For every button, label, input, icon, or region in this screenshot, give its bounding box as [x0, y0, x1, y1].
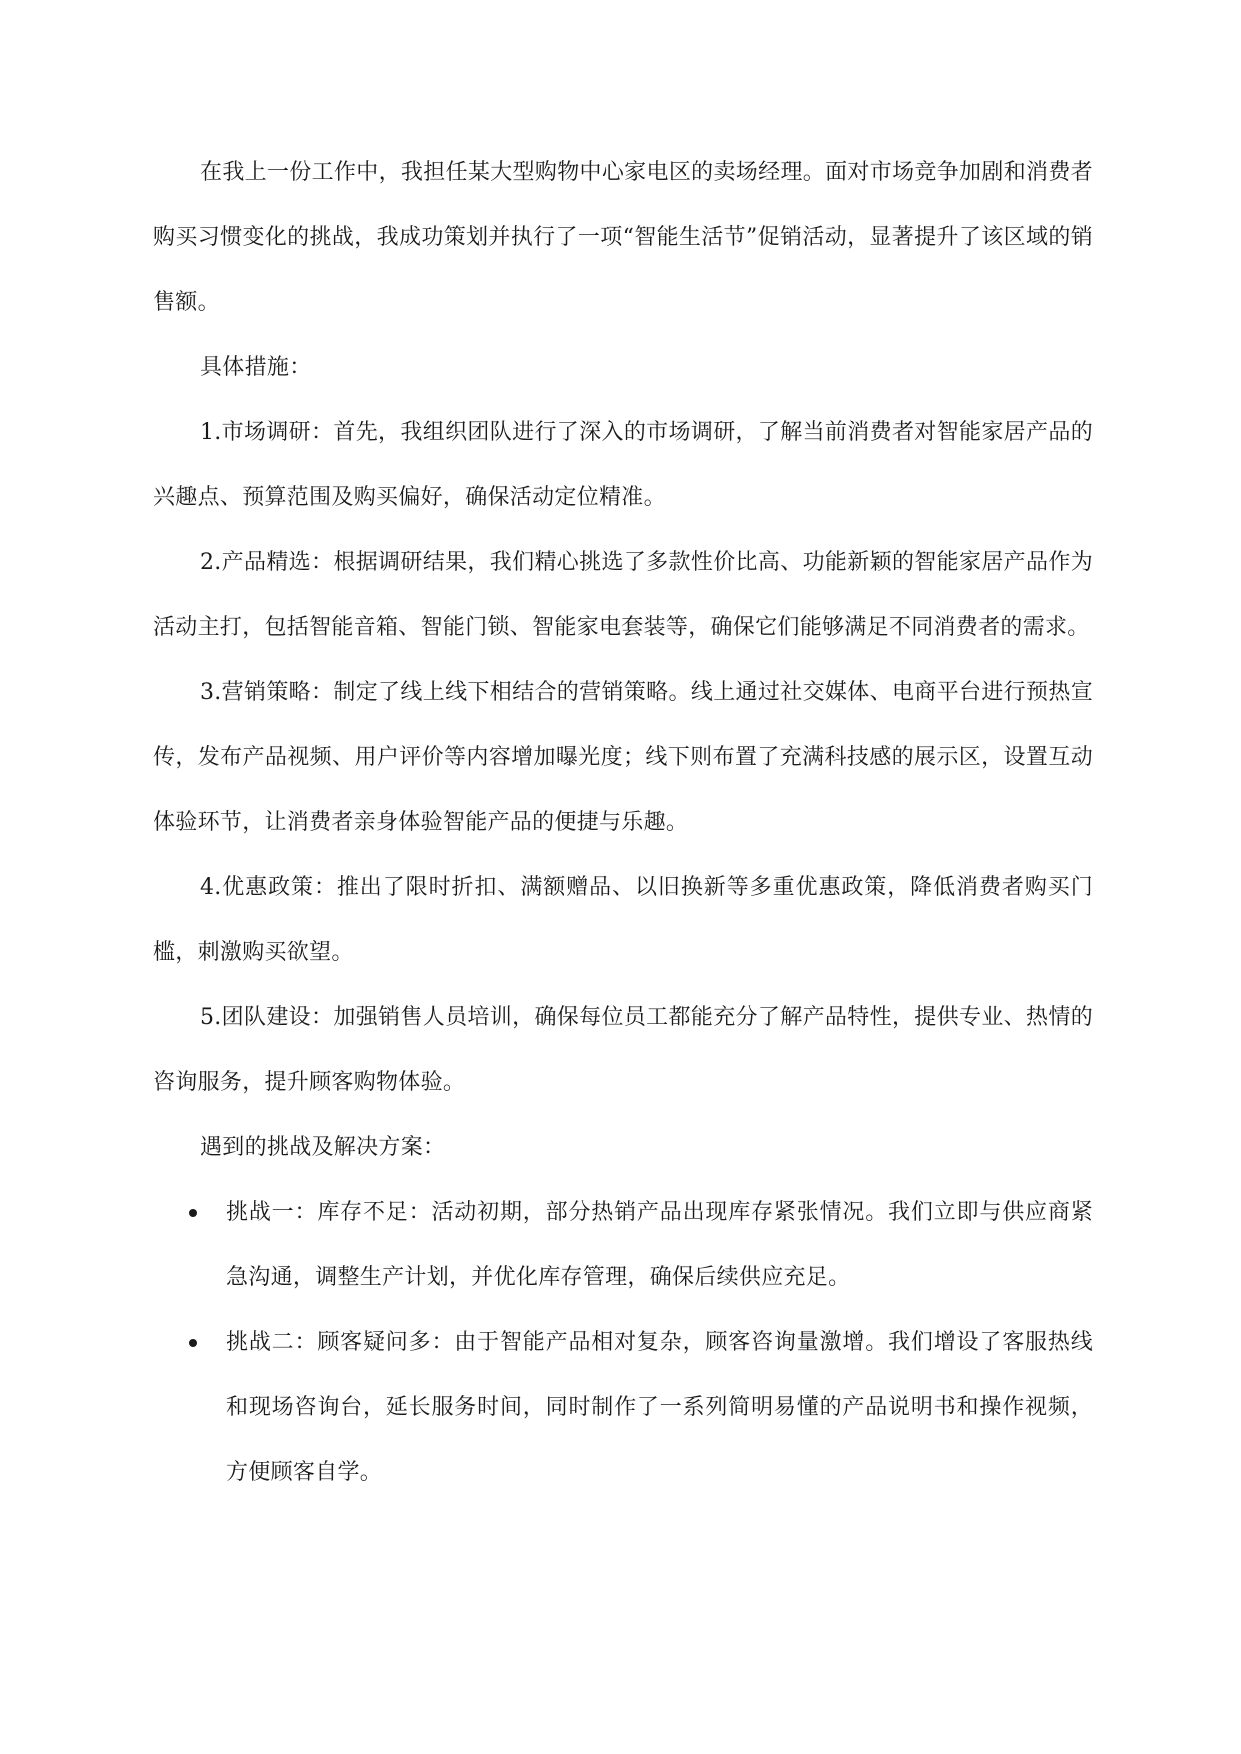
measure-marketing-strategy: 3.营销策略：制定了线上线下相结合的营销策略。线上通过社交媒体、电商平台进行预热宣传，发布产品视频、用户评价等内容增加曝光度；线下则布置了充满科技感的展示区，设置互动体验环节，让消费者亲身体验智能产品的便捷与乐趣。 [153, 680, 1093, 835]
measures-heading: 具体措施： [200, 355, 312, 380]
list-item [153, 1180, 1093, 1310]
measure-product-selection: 2.产品精选：根据调研结果，我们精心挑选了多款性价比高、功能新颖的智能家居产品作为活动主打，包括智能音箱、智能门锁、智能家电套装等，确保它们能够满足不同消费者的需求。 [153, 550, 1093, 640]
challenges-list [153, 1180, 1093, 1505]
challenge-inventory-text: 挑战一：库存不足：活动初期，部分热销产品出现库存紧张情况。我们立即与供应商紧急沟通，调整生产计划，并优化库存管理，确保后续供应充足。 [226, 1200, 1093, 1290]
list-item [153, 1310, 1093, 1505]
bullet-dot-icon [189, 1209, 197, 1217]
bullet-dot-icon [189, 1339, 197, 1347]
measure-market-research: 1.市场调研：首先，我组织团队进行了深入的市场调研，了解当前消费者对智能家居产品的兴趣点、预算范围及购买偏好，确保活动定位精准。 [153, 420, 1093, 510]
measure-discount-policy: 4.优惠政策：推出了限时折扣、满额赠品、以旧换新等多重优惠政策，降低消费者购买门槛，刺激购买欲望。 [153, 875, 1093, 965]
measure-team-building: 5.团队建设：加强销售人员培训，确保每位员工都能充分了解产品特性，提供专业、热情的咨询服务，提升顾客购物体验。 [153, 1005, 1093, 1095]
challenge-customer-questions-text: 挑战二：顾客疑问多：由于智能产品相对复杂，顾客咨询量激增。我们增设了客服热线和现场咨询台，延长服务时间，同时制作了一系列简明易懂的产品说明书和操作视频，方便顾客自学。 [226, 1330, 1093, 1485]
intro-paragraph: 在我上一份工作中，我担任某大型购物中心家电区的卖场经理。面对市场竞争加剧和消费者购买习惯变化的挑战，我成功策划并执行了一项“智能生活节”促销活动，显著提升了该区域的销售额。 [153, 160, 1093, 315]
challenges-heading: 遇到的挑战及解决方案： [200, 1135, 446, 1160]
